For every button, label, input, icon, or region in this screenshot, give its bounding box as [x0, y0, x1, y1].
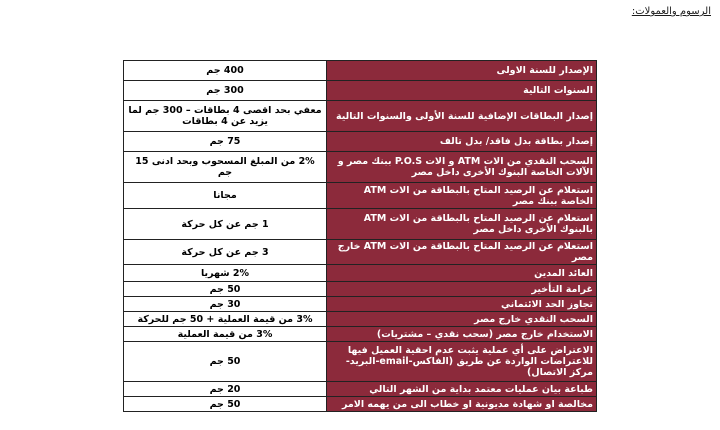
table-row — [124, 397, 597, 412]
fee-label: استعلام عن الرصيد المتاح بالبطاقة من الات ATM خارج مصر — [327, 240, 597, 265]
fee-value: 300 جم — [124, 81, 327, 101]
fee-label: السنوات التالية — [327, 81, 597, 101]
fee-value: 30 جم — [124, 297, 327, 312]
fee-label: طباعة بيان عمليات معتمد بداية من الشهر التالي — [327, 382, 597, 397]
table-row — [124, 81, 597, 101]
fee-value: مجانا — [124, 183, 327, 209]
fee-label: مخالصة او شهادة مديونية او خطاب الى من يهمه الامر — [327, 397, 597, 412]
table-row — [124, 342, 597, 382]
fee-label: إصدار بطاقة بدل فاقد/ بدل تالف — [327, 132, 597, 152]
fee-label: غرامة التأخير — [327, 282, 597, 297]
fee-label: استعلام عن الرصيد المتاح بالبطاقة من الات ATM الخاصة ببنك مصر — [327, 183, 597, 209]
fee-value: 50 جم — [124, 342, 327, 382]
fee-value: 20 جم — [124, 382, 327, 397]
table-row — [124, 265, 597, 282]
fee-label: الاعتراض على أي عملية يثبت عدم احقية العميل فيها للاعتراضات الواردة عن طريق (الفاكس-email-البريد-مركز الاتصال) — [327, 342, 597, 382]
table-row — [124, 209, 597, 240]
fee-label: الإصدار للسنة الاولى — [327, 61, 597, 81]
fee-label: السحب النقدي خارج مصر — [327, 312, 597, 327]
fee-value: 3% من قيمة العملية + 50 جم للحركة — [124, 312, 327, 327]
fee-label: السحب النقدي من الات ATM و الات P.O.S ببنك مصر و الآلات الخاصة البنوك الأخرى داخل مصر — [327, 152, 597, 183]
table-row — [124, 132, 597, 152]
table-row — [124, 282, 597, 297]
table-row — [124, 382, 597, 397]
fee-value: 3 جم عن كل حركة — [124, 240, 327, 265]
fee-label: استعلام عن الرصيد المتاح بالبطاقة من الات ATM بالبنوك الأخرى داخل مصر — [327, 209, 597, 240]
fee-label: إصدار البطاقات الإضافية للسنة الأولى والسنوات التالية — [327, 101, 597, 132]
fee-value: 75 جم — [124, 132, 327, 152]
fee-value: 2% شهريا — [124, 265, 327, 282]
fee-value: معفي بحد اقصى 4 بطاقات – 300 جم لما يزيد عن 4 بطاقات — [124, 101, 327, 132]
fee-value: 50 جم — [124, 397, 327, 412]
table-row — [124, 152, 597, 183]
table-row — [124, 327, 597, 342]
table-row — [124, 297, 597, 312]
fee-value: 3% من قيمة العملية — [124, 327, 327, 342]
table-row — [124, 61, 597, 81]
table-row — [124, 101, 597, 132]
table-row — [124, 183, 597, 209]
fees-table-body — [124, 61, 597, 412]
fees-table — [123, 60, 597, 412]
table-row — [124, 312, 597, 327]
table-row — [124, 240, 597, 265]
fee-label: تجاوز الحد الائتماني — [327, 297, 597, 312]
fee-value: 400 جم — [124, 61, 327, 81]
fee-label: العائد المدين — [327, 265, 597, 282]
fee-value: 2% من المبلغ المسحوب وبحد ادنى 15 جم — [124, 152, 327, 183]
fee-value: 50 جم — [124, 282, 327, 297]
page-title: الرسوم والعمولات: — [631, 6, 711, 17]
fee-value: 1 جم عن كل حركة — [124, 209, 327, 240]
fee-label: الاستخدام خارج مصر (سحب نقدي – مشتريات) — [327, 327, 597, 342]
